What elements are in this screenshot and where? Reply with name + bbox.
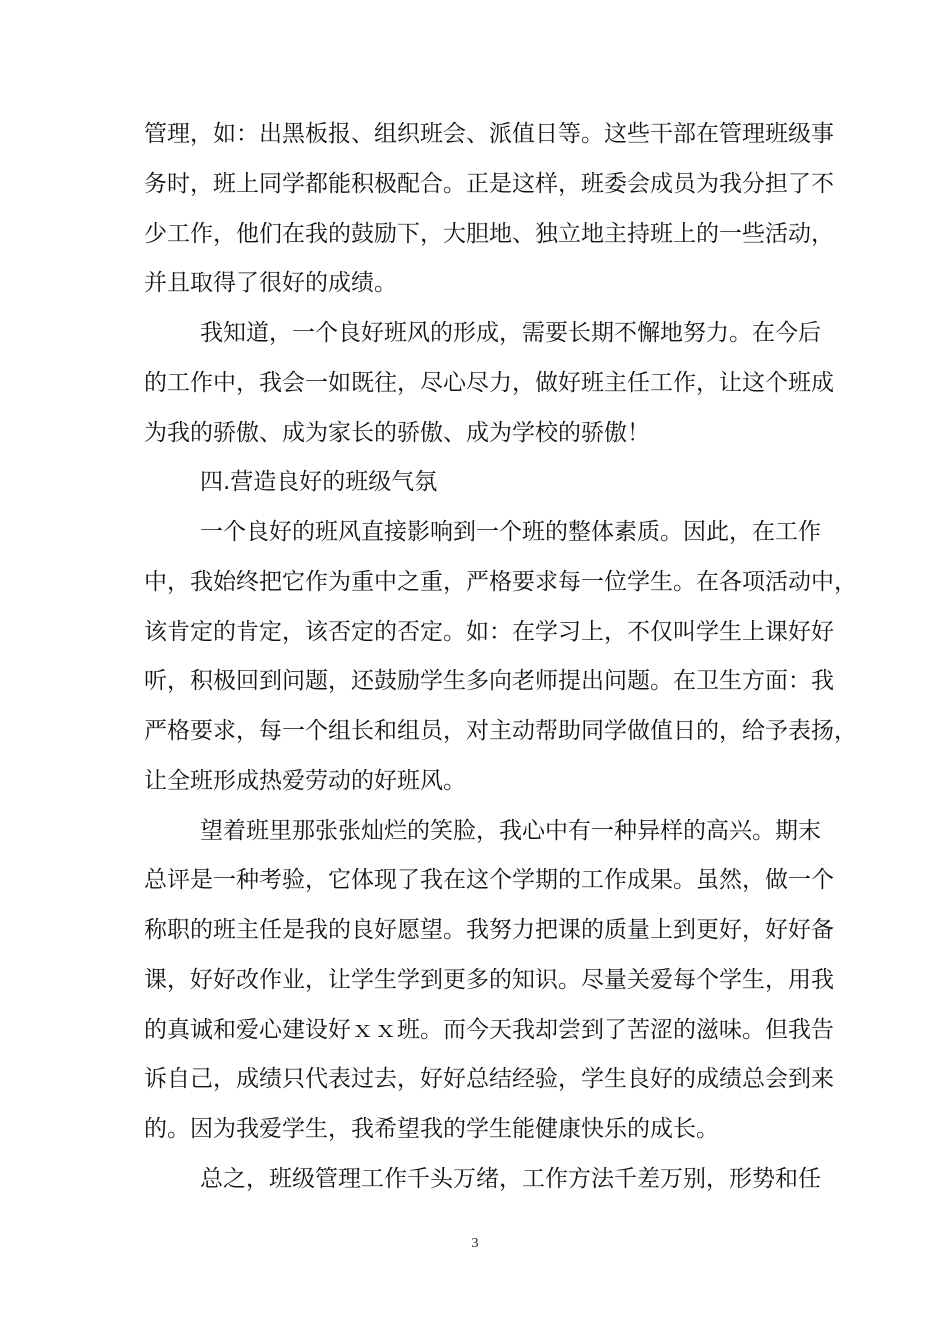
paragraph-first-line: 总之，班级管理工作千头万绪，工作方法千差万别，形势和任	[200, 1166, 821, 1192]
text-line: 诉自己，成绩只代表过去，好好总结经验，学生良好的成绩总会到来	[144, 1066, 834, 1092]
text-line: 该肯定的肯定，该否定的否定。如：在学习上，不仅叫学生上课好好	[144, 619, 834, 645]
section-heading: 四.营造良好的班级气氛	[200, 469, 438, 495]
text-line: 的。因为我爱学生，我希望我的学生能健康快乐的成长。	[144, 1116, 719, 1142]
page-number: 3	[471, 1236, 479, 1251]
text-line: 管理，如：出黑板报、组织班会、派值日等。这些干部在管理班级事	[144, 121, 834, 147]
text-line: 少工作，他们在我的鼓励下，大胆地、独立地主持班上的一些活动，	[144, 221, 834, 247]
paragraph-first-line: 一个良好的班风直接影响到一个班的整体素质。因此，在工作	[200, 519, 821, 545]
text-line: 让全班形成热爱劳动的好班风。	[144, 768, 466, 794]
text-line: 的工作中，我会一如既往，尽心尽力，做好班主任工作，让这个班成	[144, 370, 834, 396]
text-line: 务时，班上同学都能积极配合。正是这样，班委会成员为我分担了不	[144, 171, 834, 197]
paragraph-first-line: 望着班里那张张灿烂的笑脸，我心中有一种异样的高兴。期末	[200, 818, 821, 844]
text-line: 总评是一种考验，它体现了我在这个学期的工作成果。虽然，做一个	[144, 867, 834, 893]
text-line: 听，积极回到问题，还鼓励学生多向老师提出问题。在卫生方面：我	[144, 668, 834, 694]
text-line: 课，好好改作业，让学生学到更多的知识。尽量关爱每个学生，用我	[144, 967, 834, 993]
text-line: 严格要求，每一个组长和组员，对主动帮助同学做值日的，给予表扬，	[144, 718, 857, 744]
text-line: 的真诚和爱心建设好ｘｘ班。而今天我却尝到了苦涩的滋味。但我告	[144, 1017, 834, 1043]
paragraph-first-line: 我知道，一个良好班风的形成，需要长期不懈地努力。在今后	[200, 320, 821, 346]
text-line: 为我的骄傲、成为家长的骄傲、成为学校的骄傲！	[144, 420, 650, 446]
text-line: 称职的班主任是我的良好愿望。我努力把课的质量上到更好，好好备	[144, 917, 834, 943]
text-line: 并且取得了很好的成绩。	[144, 270, 397, 296]
text-line: 中，我始终把它作为重中之重，严格要求每一位学生。在各项活动中，	[144, 569, 857, 595]
